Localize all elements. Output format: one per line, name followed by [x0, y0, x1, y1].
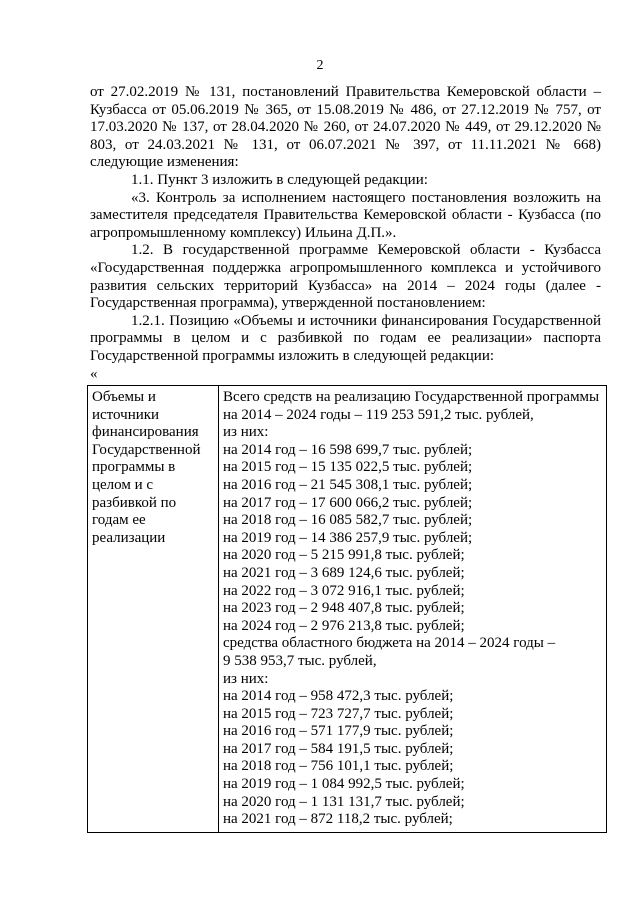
financing-values-cell — [219, 386, 607, 833]
cell-line: на 2021 год – 872 118,2 тыс. рублей; — [223, 811, 453, 828]
paragraph-item-1-1: 1.1. Пункт 3 изложить в следующей редакции: — [131, 171, 428, 188]
cell-line: на 2020 год – 5 215 991,8 тыс. рублей; — [223, 547, 465, 564]
cell-line: на 2020 год – 1 131 131,7 тыс. рублей; — [223, 793, 465, 810]
cell-line: на 2019 год – 14 386 257,9 тыс. рублей; — [223, 529, 473, 546]
cell-line: реализации — [92, 529, 166, 546]
cell-line: 9 538 953,7 тыс. рублей, — [223, 652, 377, 669]
cell-line: на 2022 год – 3 072 916,1 тыс. рублей; — [223, 582, 465, 599]
cell-line: Объемы и — [92, 389, 156, 405]
cell-line: на 2024 год – 2 976 213,8 тыс. рублей; — [223, 617, 465, 634]
cell-line: на 2023 год – 2 948 407,8 тыс. рублей; — [223, 600, 465, 617]
cell-line: источники — [92, 406, 160, 423]
cell-line: на 2019 год – 1 084 992,5 тыс. рублей; — [223, 776, 465, 793]
financing-table — [87, 385, 607, 833]
position-name-cell — [88, 386, 219, 833]
paragraph-item-1-2: 1.2. В государственной программе Кемеровской области - Кузбасса «Государственная поддержка агропромышленного комплекса и устойчивого развития сельских территорий Кузбасса» на 2014 – 2024 годы (далее - Государственная программа), утвержденной постановлением: — [90, 242, 601, 312]
cell-line: на 2014 год – 958 472,3 тыс. рублей; — [223, 688, 454, 705]
cell-line: на 2021 год – 3 689 124,6 тыс. рублей; — [223, 564, 465, 581]
cell-line: на 2018 год – 756 101,1 тыс. рублей; — [223, 758, 454, 775]
cell-line: программы в — [92, 459, 176, 476]
table-row — [88, 386, 607, 833]
opening-quote: « — [90, 365, 98, 382]
document-body — [90, 84, 601, 383]
page-number: 2 — [316, 58, 324, 73]
cell-line: на 2017 год – 584 191,5 тыс. рублей; — [223, 740, 454, 757]
cell-line: на 2018 год – 16 085 582,7 тыс. рублей; — [223, 512, 473, 529]
cell-line: разбивкой по — [92, 494, 177, 511]
paragraph-control-clause: «3. Контроль за исполнением настоящего постановления возложить на заместителя председателя Правительства Кемеровской области - Кузбасса (по агропромышленному комплексу) Ильина Д.П.». — [90, 189, 601, 241]
cell-line: на 2017 год – 17 600 066,2 тыс. рублей; — [223, 494, 473, 511]
cell-line: на 2015 год – 15 135 022,5 тыс. рублей; — [223, 459, 473, 476]
cell-line: Государственной — [92, 441, 201, 458]
cell-line: финансирования — [92, 424, 199, 441]
cell-line: на 2014 год – 16 598 699,7 тыс. рублей; — [223, 441, 473, 458]
cell-line: годам ее — [92, 512, 146, 529]
cell-line: средства областного бюджета на 2014 – 2024 годы – — [223, 635, 556, 652]
cell-line: на 2016 год – 571 177,9 тыс. рублей; — [223, 723, 454, 740]
paragraph-item-1-2-1: 1.2.1. Позицию «Объемы и источники финансирования Государственной программы в целом и с разбивкой по годам ее реализации» паспорта Государственной программы изложить в следующей редакции: — [90, 312, 601, 364]
cell-line: Всего средств на реализацию Государственной программы — [223, 389, 600, 405]
cell-line: на 2016 год – 21 545 308,1 тыс. рублей; — [223, 476, 473, 493]
cell-line: на 2015 год – 723 727,7 тыс. рублей; — [223, 705, 454, 722]
cell-line: из них: — [223, 424, 269, 441]
cell-line: целом и с — [92, 476, 154, 493]
paragraph-amendments-list: от 27.02.2019 № 131, постановлений Правительства Кемеровской области – Кузбасса от 05.06.2019 № 365, от 15.08.2019 № 486, от 27.12.2019 № 757, от 17.03.2020 № 137, от 28.04.2020 № 260, от 24.07.2020 № 449, от 29.12.2020 № 803, от 24.03.2021 № 131, от 06.07.2021 № 397, от 11.11.2021 № 668) следующие изменения: — [90, 84, 601, 171]
cell-line: из них: — [223, 670, 269, 687]
cell-line: на 2014 – 2024 годы – 119 253 591,2 тыс. рублей, — [223, 406, 534, 423]
